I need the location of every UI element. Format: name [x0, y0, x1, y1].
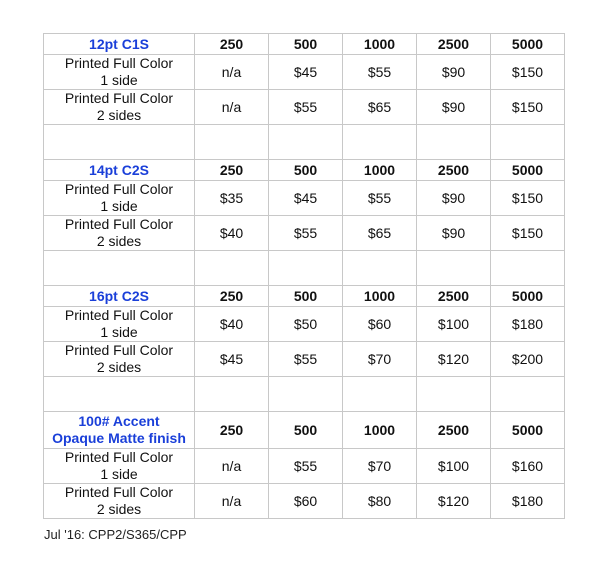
price-cell: $45	[269, 181, 343, 216]
empty-cell	[343, 251, 417, 286]
paper-stock-heading	[44, 412, 195, 449]
price-cell: n/a	[195, 449, 269, 484]
quantity-heading: 500	[269, 286, 343, 307]
paper-stock-line: 16pt C2S	[89, 287, 149, 304]
quantity-heading: 5000	[491, 286, 565, 307]
empty-cell	[491, 377, 565, 412]
price-cell: $45	[195, 342, 269, 377]
price-cell: $180	[491, 307, 565, 342]
print-option-line: 1 side	[100, 324, 138, 340]
footer-note: Jul '16: CPP2/S365/CPP	[44, 527, 187, 542]
print-option-label	[44, 449, 195, 484]
price-cell: n/a	[195, 90, 269, 125]
empty-cell	[269, 377, 343, 412]
price-cell: $160	[491, 449, 565, 484]
quantity-heading: 5000	[491, 160, 565, 181]
paper-stock-line: Opaque Matte finish	[52, 430, 186, 446]
price-cell: $55	[343, 181, 417, 216]
quantity-heading: 250	[195, 160, 269, 181]
print-option-line: 1 side	[100, 466, 138, 482]
empty-cell	[417, 125, 491, 160]
quantity-heading: 2500	[417, 286, 491, 307]
price-cell: $55	[269, 216, 343, 251]
empty-cell	[417, 251, 491, 286]
print-option-line: 2 sides	[96, 501, 142, 517]
quantity-heading: 500	[269, 160, 343, 181]
quantity-heading: 1000	[343, 286, 417, 307]
price-cell: $55	[269, 342, 343, 377]
section-header-row	[44, 160, 565, 181]
price-cell: $90	[417, 55, 491, 90]
table-row	[44, 216, 565, 251]
spacer-row	[44, 251, 565, 286]
print-option-label	[44, 342, 195, 377]
price-cell: $35	[195, 181, 269, 216]
section-header-row	[44, 34, 565, 55]
price-cell: $65	[343, 216, 417, 251]
empty-cell	[195, 377, 269, 412]
print-option-line: 2 sides	[96, 359, 142, 375]
table-row	[44, 307, 565, 342]
table-row	[44, 342, 565, 377]
empty-cell	[195, 251, 269, 286]
price-cell: $100	[417, 449, 491, 484]
price-cell: $55	[269, 90, 343, 125]
price-cell: $50	[269, 307, 343, 342]
paper-stock-line: 14pt C2S	[89, 161, 149, 178]
quantity-heading: 1000	[343, 34, 417, 55]
section-header-row	[44, 286, 565, 307]
quantity-heading: 5000	[491, 34, 565, 55]
quantity-heading: 250	[195, 412, 269, 449]
price-cell: $55	[343, 55, 417, 90]
print-option-line: Printed Full Color	[64, 55, 174, 71]
table-row	[44, 484, 565, 519]
price-cell: $90	[417, 216, 491, 251]
print-option-line: Printed Full Color	[64, 181, 174, 197]
price-cell: n/a	[195, 484, 269, 519]
print-option-line: 1 side	[100, 198, 138, 214]
price-cell: $60	[343, 307, 417, 342]
empty-cell	[491, 125, 565, 160]
price-cell: $150	[491, 55, 565, 90]
print-option-line: 1 side	[100, 72, 138, 88]
quantity-heading: 1000	[343, 160, 417, 181]
empty-cell	[44, 125, 195, 160]
empty-cell	[269, 251, 343, 286]
price-cell: $100	[417, 307, 491, 342]
table-row	[44, 181, 565, 216]
print-option-label	[44, 484, 195, 519]
empty-cell	[195, 125, 269, 160]
print-option-line: Printed Full Color	[64, 342, 174, 358]
price-cell: $55	[269, 449, 343, 484]
table-row	[44, 449, 565, 484]
price-cell: $60	[269, 484, 343, 519]
paper-stock-line: 100# Accent	[78, 413, 160, 429]
price-cell: $40	[195, 216, 269, 251]
quantity-heading: 2500	[417, 34, 491, 55]
price-cell: $70	[343, 449, 417, 484]
empty-cell	[44, 377, 195, 412]
quantity-heading: 2500	[417, 412, 491, 449]
price-cell: $80	[343, 484, 417, 519]
price-cell: $90	[417, 90, 491, 125]
print-option-label	[44, 55, 195, 90]
print-option-line: 2 sides	[96, 233, 142, 249]
print-option-label	[44, 181, 195, 216]
price-cell: $65	[343, 90, 417, 125]
price-cell: $150	[491, 90, 565, 125]
paper-stock-heading	[44, 160, 195, 181]
print-option-line: Printed Full Color	[64, 307, 174, 323]
price-cell: $150	[491, 181, 565, 216]
quantity-heading: 500	[269, 412, 343, 449]
print-option-line: Printed Full Color	[64, 449, 174, 465]
print-option-label	[44, 307, 195, 342]
spacer-row	[44, 125, 565, 160]
price-cell: $40	[195, 307, 269, 342]
price-cell: $120	[417, 342, 491, 377]
print-option-line: Printed Full Color	[64, 484, 174, 500]
price-cell: $90	[417, 181, 491, 216]
paper-stock-line: 12pt C1S	[89, 35, 149, 52]
paper-stock-heading	[44, 34, 195, 55]
price-table	[43, 33, 565, 519]
quantity-heading: 5000	[491, 412, 565, 449]
table-row	[44, 90, 565, 125]
empty-cell	[269, 125, 343, 160]
print-option-label	[44, 216, 195, 251]
price-cell: $45	[269, 55, 343, 90]
price-cell: $150	[491, 216, 565, 251]
empty-cell	[44, 251, 195, 286]
price-cell: $70	[343, 342, 417, 377]
price-cell: n/a	[195, 55, 269, 90]
spacer-row	[44, 377, 565, 412]
empty-cell	[343, 377, 417, 412]
print-option-line: Printed Full Color	[64, 90, 174, 106]
print-option-line: Printed Full Color	[64, 216, 174, 232]
section-header-row	[44, 412, 565, 449]
empty-cell	[491, 251, 565, 286]
empty-cell	[417, 377, 491, 412]
price-table-body	[44, 34, 565, 519]
quantity-heading: 250	[195, 34, 269, 55]
price-cell: $120	[417, 484, 491, 519]
empty-cell	[343, 125, 417, 160]
table-row	[44, 55, 565, 90]
print-option-line: 2 sides	[96, 107, 142, 123]
quantity-heading: 1000	[343, 412, 417, 449]
price-cell: $180	[491, 484, 565, 519]
print-option-label	[44, 90, 195, 125]
paper-stock-heading	[44, 286, 195, 307]
quantity-heading: 500	[269, 34, 343, 55]
price-cell: $200	[491, 342, 565, 377]
quantity-heading: 2500	[417, 160, 491, 181]
quantity-heading: 250	[195, 286, 269, 307]
